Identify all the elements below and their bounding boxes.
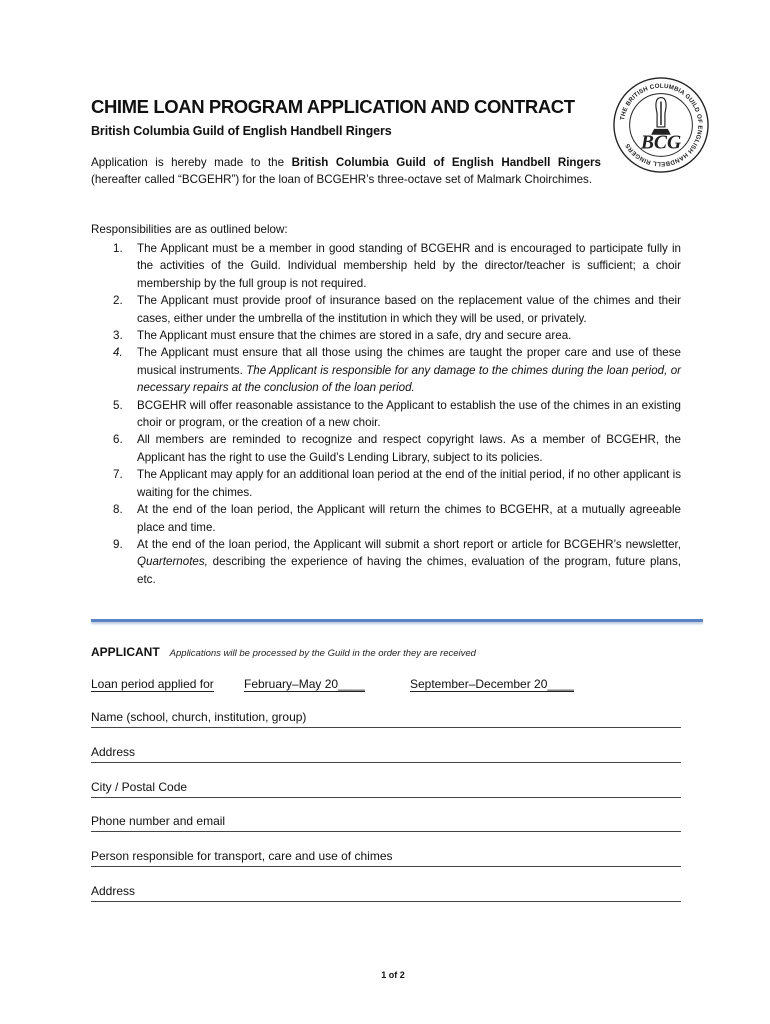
organization-name: British Columbia Guild of English Handbell Ringers [291,156,602,169]
list-item: 5. BCGEHR will offer reasonable assistance to the Applicant to establish the use of the chimes in an existing choir or program, or the creation of a new choir. [113,398,681,430]
list-item: 4. The Applicant must ensure that all those using the chimes are taught the proper care and use of these musical instruments. The Applicant is responsible for any damage to the chimes during the loan period, or necessary repairs at the conclusion of the loan period. [113,346,682,395]
document-subtitle: British Columbia Guild of English Handbell Ringers [91,124,392,138]
loan-period-label: Loan period applied for [91,677,214,691]
responsible-person-address-field[interactable]: Address [91,884,681,902]
responsibilities-list [91,240,681,588]
intro-paragraph: Application is hereby made to the British Columbia Guild of English Handbell Ringers (hereafter called “BCGEHR”) for the loan of BCGEHR’s three-octave set of Malmark Choirchimes. [91,156,602,187]
guild-seal-logo [612,76,710,174]
list-item: 9. At the end of the loan period, the Applicant will submit a short report or article for BCGEHR’s newsletter, Quarternotes, describing the experience of having the chimes, evaluation of the program, future plans, etc. [113,537,681,586]
seal-ring-text: THE BRITISH COLUMBIA GUILD OF ENGLISH HANDBELL RINGERS [619,82,704,168]
responsibilities-heading: Responsibilities are as outlined below: [91,223,288,236]
list-item: 8. At the end of the loan period, the Applicant will return the chimes to BCGEHR, at a mutually agreeable place and time. [113,503,681,534]
city-postal-code-field[interactable]: City / Postal Code [91,780,681,798]
seal-monogram: BCG [640,132,682,154]
applicant-section-header [91,643,476,661]
list-item: 7. The Applicant may apply for an additional loan period at the end of the initial period, if no other applicant is waiting for the chimes. [113,468,681,499]
responsible-person-field[interactable]: Person responsible for transport, care and use of chimes [91,849,681,867]
list-item: 1. The Applicant must be a member in good standing of BCGEHR and is encouraged to participate fully in the activities of the Guild. Individual membership held by the director/teacher is sufficient; a choir membership by the full group is not required. [113,242,681,290]
document-title: CHIME LOAN PROGRAM APPLICATION AND CONTRACT [91,96,575,117]
name-field[interactable]: Name (school, church, institution, group) [91,710,681,728]
list-item: 6. All members are reminded to recognize and respect copyright laws. As a member of BCGEHR, the Applicant has the right to use the Guild’s Lending Library, subject to its policies. [113,433,681,464]
svg-text:THE BRITISH COLUMBIA GUILD OF [619,83,703,168]
applicant-note: Applications will be processed by the Guild in the order they are received [169,648,476,659]
section-divider [91,619,703,622]
applicant-label: APPLICANT [91,645,160,659]
loan-option-september-december[interactable]: September–December 20____ [410,677,575,691]
address-field[interactable]: Address [91,745,681,763]
phone-email-field[interactable]: Phone number and email [91,814,681,832]
list-item: 2. The Applicant must provide proof of insurance based on the replacement value of the chimes and their cases, either under the umbrella of the institution in which they will be used, or privately. [113,294,681,325]
list-item: 3. The Applicant must ensure that the chimes are stored in a safe, dry and secure area. [113,329,572,343]
page-number: 1 of 2 [381,970,405,980]
loan-option-february-may[interactable]: February–May 20____ [244,677,365,691]
